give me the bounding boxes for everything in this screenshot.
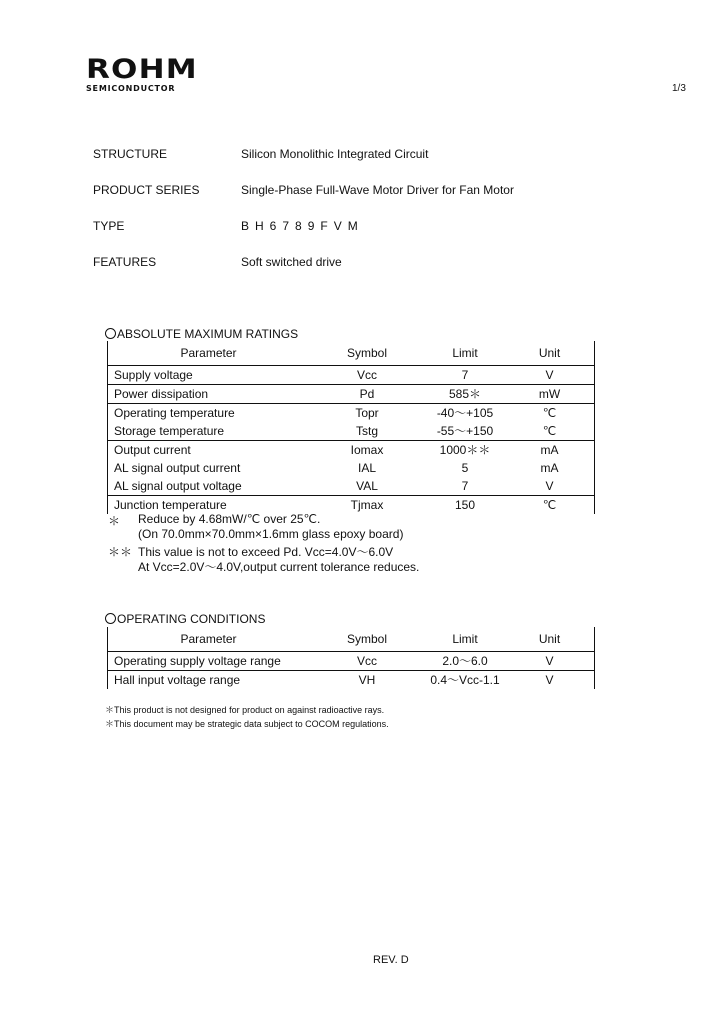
table-row [108,404,595,423]
cell-limit: 5 [461,461,469,475]
cell-parameter: Power dissipation [108,385,310,404]
footnote-star1-text: Reduce by 4.68mW/℃ over 25℃. [138,512,321,526]
cell-limit: 0.4～Vcc-1.1 [430,673,500,687]
section-title-text: OPERATING CONDITIONS [117,612,266,626]
spec-features [93,255,342,269]
header-symbol: Symbol [309,341,425,366]
table-row [108,477,595,496]
cell-limit: 585＊ [425,385,505,404]
spec-value: Single-Phase Full-Wave Motor Driver for Fan Motor [241,183,514,197]
header-parameter: Parameter [108,627,310,652]
cell-unit: ℃ [505,496,595,515]
revision-label: REV. D [373,954,409,966]
cell-parameter: Hall input voltage range [108,671,310,690]
table-header-row [108,627,595,652]
table-row [108,459,595,477]
cell-parameter: Storage temperature [108,422,310,441]
table-row [108,671,595,690]
spec-label: FEATURES [93,255,157,269]
footnote-star2-text: This value is not to exceed Pd. Vcc=4.0V～6.0V [138,545,394,559]
cell-unit: V [505,366,595,385]
op-cond-table [107,627,595,689]
abs-max-title [105,327,298,341]
cell-unit: mA [505,441,595,460]
cell-limit: -40～+105 [436,406,494,420]
disclaimer-cocom: ＊This document may be strategic data subject to COCOM regulations. [105,719,389,729]
cell-limit: 7 [425,366,505,385]
table-header-row [108,341,595,366]
table-row [108,385,595,404]
cell-symbol: Topr [355,406,379,420]
op-cond-title [105,612,265,626]
disclaimer-radiation: ＊This product is not designed for product on against radioactive rays. [105,705,385,715]
cell-parameter: Junction temperature [108,496,310,515]
cell-unit: ℃ [505,404,595,423]
cell-parameter: Operating temperature [108,404,310,423]
cell-parameter: AL signal output voltage [108,477,310,496]
rohm-logo [86,54,198,93]
cell-limit: 1000＊＊ [439,443,491,457]
cell-symbol: Tjmax [350,498,384,512]
cell-unit: ℃ [505,422,595,441]
cell-symbol: Pd [309,385,425,404]
cell-parameter: Operating supply voltage range [108,652,310,671]
cell-symbol: Vcc [309,366,425,385]
cell-parameter: AL signal output current [108,459,310,477]
table-row [108,366,595,385]
header-parameter: Parameter [108,341,310,366]
cell-unit: V [505,477,595,496]
cell-symbol: Vcc [309,652,425,671]
cell-unit: mW [505,385,595,404]
cell-limit: 7 [425,477,505,496]
cell-symbol: Tstg [309,422,425,441]
footnote-star1-sub: (On 70.0mm×70.0mm×1.6mm glass epoxy board) [138,527,404,541]
header-unit: Unit [505,341,595,366]
cell-unit: mA [505,459,595,477]
abs-max-table [107,341,595,514]
spec-structure [93,147,429,161]
cell-symbol: IAL [357,461,376,475]
table-row [108,422,595,441]
spec-value: BH6789FVM [241,219,364,233]
cell-parameter: Supply voltage [108,366,310,385]
circle-bullet-icon [105,328,116,339]
spec-value: Soft switched drive [241,255,342,269]
cell-symbol: Iomax [350,443,384,457]
cell-unit: V [505,671,595,690]
cell-limit: -55～+150 [425,422,505,441]
header-limit: Limit [425,341,505,366]
cell-parameter: Output current [108,441,310,460]
cell-unit: V [505,652,595,671]
header-limit: Limit [425,627,505,652]
logo-subtitle: SEMICONDUCTOR [86,84,176,93]
spec-label: TYPE [93,219,125,233]
spec-type [93,219,364,233]
cell-limit: 150 [454,498,476,512]
table-row [108,441,595,460]
cell-symbol: VH [358,673,376,687]
spec-value: Silicon Monolithic Integrated Circuit [241,147,429,161]
cell-limit: 2.0～6.0 [425,652,505,671]
section-title-text: ABSOLUTE MAXIMUM RATINGS [117,327,299,341]
circle-bullet-icon [105,613,116,624]
logo-brand: ROHM [86,54,198,85]
spec-label: PRODUCT SERIES [93,183,200,197]
footnote-star2-mark: ＊＊ [108,545,133,559]
spec-series [93,183,514,197]
page-number: 1/3 [672,83,686,94]
table-row [108,652,595,671]
footnote-star1-mark: ＊ [108,514,121,528]
spec-label: STRUCTURE [93,147,167,161]
cell-symbol: VAL [309,477,425,496]
header-symbol: Symbol [309,627,425,652]
footnote-star2-sub: At Vcc=2.0V～4.0V,output current tolerance reduces. [138,560,420,574]
header-unit: Unit [505,627,595,652]
